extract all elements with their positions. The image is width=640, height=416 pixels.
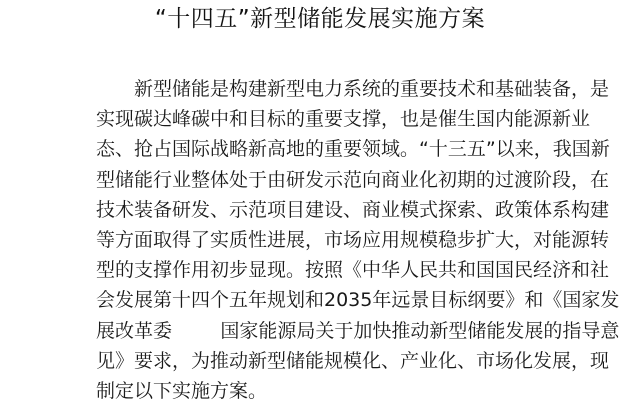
paragraph-line: 型储能行业整体处于由研发示范向商业化初期的过渡阶段，在 bbox=[96, 168, 610, 191]
paragraph-line: 制定以下实施方案。 bbox=[96, 379, 268, 402]
document-paragraph bbox=[96, 74, 620, 406]
paragraph-line: 型的支撑作用初步显现。按照《中华人民共和国国民经济和社 bbox=[96, 259, 610, 282]
document-title: “十四五”新型储能发展实施方案 bbox=[154, 6, 486, 32]
paragraph-line: 展改革委 国家能源局关于加快推动新型储能发展的指导意 bbox=[96, 319, 620, 342]
paragraph-line: 新型储能是构建新型电力系统的重要技术和基础装备，是 bbox=[134, 78, 610, 100]
paragraph-line: 实现碳达峰碳中和目标的重要支撑，也是催生国内能源新业 bbox=[96, 108, 591, 131]
paragraph-line: 会发展第十四个五年规划和2035年远景目标纲要》和《国家发 bbox=[96, 289, 620, 312]
paragraph-line: 等方面取得了实质性进展，市场应用规模稳步扩大，对能源转 bbox=[96, 228, 610, 251]
paragraph-line: 技术装备研发、示范项目建设、商业模式探索、政策体系构建 bbox=[96, 198, 610, 221]
paragraph-line: 态、抢占国际战略新高地的重要领域。“十三五”以来，我国新 bbox=[96, 138, 610, 161]
paragraph-line: 见》要求，为推动新型储能规模化、产业化、市场化发展，现 bbox=[96, 349, 610, 372]
